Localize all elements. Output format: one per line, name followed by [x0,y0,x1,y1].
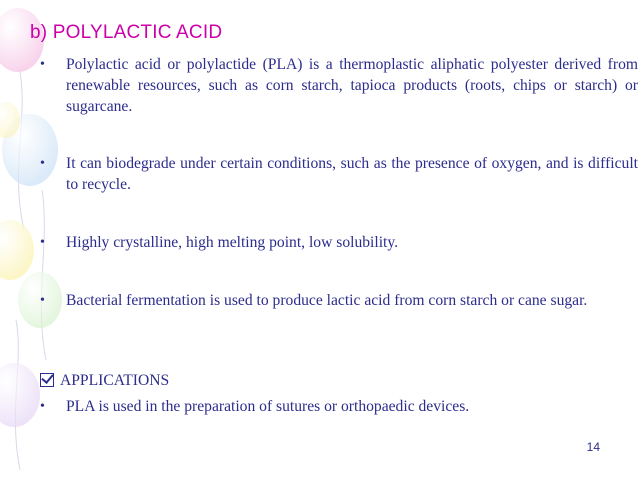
bullet-dot: • [40,293,45,308]
bullet-dot: • [40,235,45,250]
bullet-dot: • [40,399,45,414]
bullet-text: It can biodegrade under certain conditions, such as the presence of oxygen, and is difficult to recycle. [66,155,638,193]
bullet-text: Highly crystalline, high melting point, low solubility. [66,234,399,251]
checkbox-icon [40,373,54,387]
bullet-text: PLA is used in the preparation of sutures or orthopaedic devices. [66,398,470,415]
bullet-text: Polylactic acid or polylactide (PLA) is a thermoplastic aliphatic polyester derived from renewable resources, such as corn starch, tapioca products (roots, chips or starch) or sugarcane. [66,56,638,115]
section-heading [40,370,632,391]
bullet-item [40,153,638,195]
slide-title: b) POLYLACTIC ACID [30,22,223,43]
section-heading-text: APPLICATIONS [60,372,170,389]
bullet-dot: • [40,57,45,72]
page-number: 14 [586,440,600,454]
bullet-item [40,54,638,117]
bullet-item [40,232,638,253]
balloon-yellow [0,220,34,280]
bullet-dot: • [40,156,45,171]
bullet-item [40,290,638,311]
balloon-purple [0,363,40,427]
bullet-text: Bacterial fermentation is used to produce lactic acid from corn starch or cane sugar. [66,292,588,309]
bullet-item [40,396,638,417]
